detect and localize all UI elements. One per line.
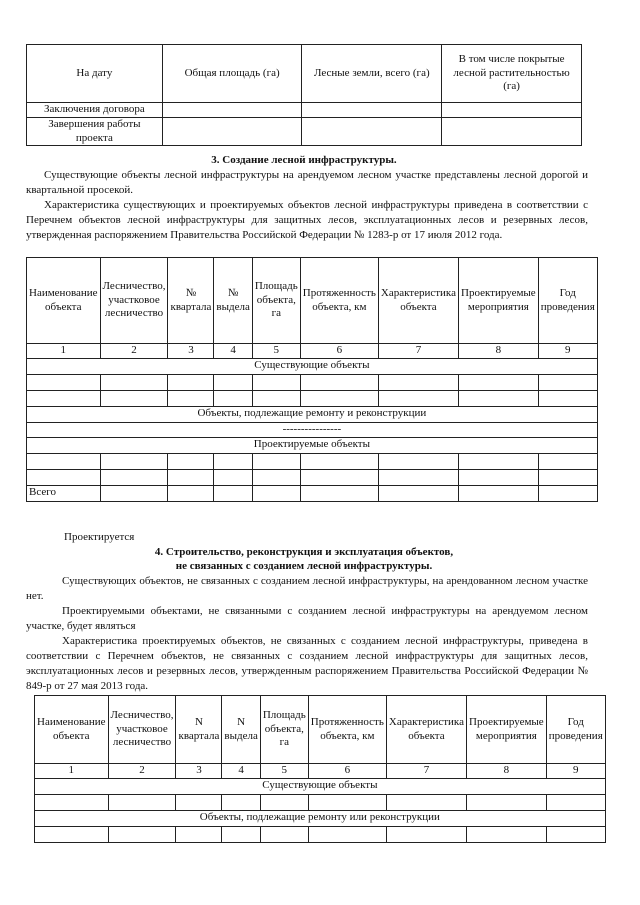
empty-cell (378, 374, 458, 390)
empty-cell (538, 453, 597, 469)
empty-cell (302, 117, 442, 146)
empty-cell (538, 390, 597, 406)
section3-para2: Характеристика существующих и проектируемых объектов лесной инфраструктуры приведена в соответствии с Перечнем объектов лесной инфраструктуры для защитных лесов, эксплуатационных лесов и резервных лесов, утвержденная распоряжением Правительства Российской Федерации № 1283-р от 17 июля 2012 года. (26, 199, 588, 241)
area-table (26, 44, 582, 146)
num-cell: 3 (176, 764, 222, 779)
empty-cell (442, 117, 582, 146)
section4-para3: Характеристика проектируемых объектов, не связанных с созданием лесной инфраструктуры, приведена в соответствии с Перечнем объектов, не связанных с созданием лесной инфраструктуры для защитных лесов, эксплуатационных лесов и резервных лесов, утвержденным распоряжением Правительства Российской Федерации № 849-р от 27 мая 2013 года. (26, 635, 588, 692)
num-cell: 5 (260, 764, 308, 779)
empty-cell (546, 794, 605, 810)
empty-cell (459, 453, 539, 469)
col-quarter: N квартала (176, 696, 222, 764)
empty-cell (459, 390, 539, 406)
col-character: Характеристика объекта (378, 258, 458, 344)
empty-cell (176, 826, 222, 842)
col-year: Год проведения (546, 696, 605, 764)
empty-cell (467, 794, 547, 810)
empty-cell (100, 469, 168, 485)
num-cell: 1 (35, 764, 109, 779)
col-measures: Проектируемые мероприятия (467, 696, 547, 764)
section3-title: 3. Создание лесной инфраструктуры. (211, 154, 397, 166)
row-contract: Заключения договора (27, 103, 163, 118)
num-cell: 8 (459, 344, 539, 359)
empty-cell (35, 826, 109, 842)
empty-cell (108, 826, 176, 842)
col-year: Год проведения (538, 258, 597, 344)
empty-cell (252, 374, 300, 390)
empty-cell (260, 826, 308, 842)
num-cell: 9 (538, 344, 597, 359)
empty-cell (252, 390, 300, 406)
num-cell: 2 (100, 344, 168, 359)
col-measures: Проектируемые мероприятия (459, 258, 539, 344)
col-quarter: № квартала (168, 258, 214, 344)
empty-cell (459, 485, 539, 501)
dashes-row: ---------------- (27, 422, 598, 437)
section4-pre: Проектируется (64, 531, 135, 543)
empty-cell (300, 485, 378, 501)
empty-cell (538, 374, 597, 390)
section4-title-line2: не связанных с созданием лесной инфраструктуры. (175, 560, 433, 572)
empty-cell (378, 390, 458, 406)
empty-cell (252, 469, 300, 485)
empty-cell (27, 374, 101, 390)
empty-cell (546, 826, 605, 842)
num-cell: 9 (546, 764, 605, 779)
col-name: Наименование объекта (27, 258, 101, 344)
header-date: На дату (27, 45, 163, 103)
header-forest-land: Лесные земли, всего (га) (302, 45, 442, 103)
num-cell: 1 (27, 344, 101, 359)
empty-cell (108, 794, 176, 810)
empty-cell (459, 469, 539, 485)
empty-cell (27, 453, 101, 469)
infrastructure-table (26, 257, 598, 502)
empty-cell (378, 453, 458, 469)
empty-cell (100, 453, 168, 469)
col-length: Протяженность объекта, км (308, 696, 386, 764)
empty-cell (214, 469, 252, 485)
empty-cell (308, 826, 386, 842)
empty-cell (100, 390, 168, 406)
empty-cell (162, 103, 302, 118)
empty-cell (378, 469, 458, 485)
empty-cell (300, 390, 378, 406)
empty-cell (252, 453, 300, 469)
empty-cell (302, 103, 442, 118)
empty-cell (300, 469, 378, 485)
empty-cell (222, 794, 260, 810)
num-cell: 4 (214, 344, 252, 359)
empty-cell (300, 453, 378, 469)
section3-para1: Существующие объекты лесной инфраструктуры на арендуемом лесном участке представлены лесной дорогой и квартальной просекой. (26, 169, 588, 196)
empty-cell (386, 794, 466, 810)
col-length: Протяженность объекта, км (300, 258, 378, 344)
col-character: Характеристика объекта (386, 696, 466, 764)
col-forestry: Лесничество, участковое лесничество (108, 696, 176, 764)
col-forestry: Лесничество, участковое лесничество (100, 258, 168, 344)
col-area: Площадь объекта, га (260, 696, 308, 764)
col-area: Площадь объекта, га (252, 258, 300, 344)
empty-cell (442, 103, 582, 118)
empty-cell (378, 485, 458, 501)
empty-cell (222, 826, 260, 842)
other-objects-table (34, 695, 606, 843)
empty-cell (100, 485, 168, 501)
repair-objects-row: Объекты, подлежащие ремонту или реконструкции (35, 810, 606, 826)
empty-cell (300, 374, 378, 390)
col-vydel: N выдела (222, 696, 260, 764)
empty-cell (168, 469, 214, 485)
empty-cell (538, 469, 597, 485)
empty-cell (252, 485, 300, 501)
empty-cell (467, 826, 547, 842)
num-cell: 4 (222, 764, 260, 779)
col-vydel: № выдела (214, 258, 252, 344)
section4-title-line1: 4. Строительство, реконструкция и эксплуатация объектов, (154, 546, 454, 558)
col-name: Наименование объекта (35, 696, 109, 764)
projected-objects-row: Проектируемые объекты (27, 437, 598, 453)
num-cell: 6 (300, 344, 378, 359)
empty-cell (100, 374, 168, 390)
empty-cell (168, 485, 214, 501)
num-cell: 3 (168, 344, 214, 359)
empty-cell (168, 374, 214, 390)
num-cell: 7 (386, 764, 466, 779)
empty-cell (386, 826, 466, 842)
num-cell: 6 (308, 764, 386, 779)
empty-cell (538, 485, 597, 501)
existing-objects-row: Существующие объекты (35, 778, 606, 794)
num-cell: 5 (252, 344, 300, 359)
empty-cell (176, 794, 222, 810)
empty-cell (308, 794, 386, 810)
empty-cell (27, 469, 101, 485)
row-completion: Завершения работы проекта (27, 117, 163, 146)
total-label: Всего (27, 485, 101, 501)
empty-cell (260, 794, 308, 810)
section4-para2: Проектируемыми объектами, не связанными с созданием лесной инфраструктуры на арендуемом лесном участке, будет являться (26, 605, 588, 632)
empty-cell (214, 374, 252, 390)
num-cell: 8 (467, 764, 547, 779)
existing-objects-row: Существующие объекты (27, 358, 598, 374)
empty-cell (214, 453, 252, 469)
empty-cell (168, 453, 214, 469)
empty-cell (214, 390, 252, 406)
empty-cell (27, 390, 101, 406)
empty-cell (214, 485, 252, 501)
num-cell: 7 (378, 344, 458, 359)
section4-para1: Существующих объектов, не связанных с созданием лесной инфраструктуры, на арендованном лесном участке нет. (26, 575, 588, 602)
num-cell: 2 (108, 764, 176, 779)
empty-cell (162, 117, 302, 146)
repair-objects-row: Объекты, подлежащие ремонту и реконструкции (27, 406, 598, 422)
empty-cell (459, 374, 539, 390)
header-covered: В том числе покрытые лесной растительностью (га) (442, 45, 582, 103)
empty-cell (168, 390, 214, 406)
empty-cell (35, 794, 109, 810)
header-total-area: Общая площадь (га) (162, 45, 302, 103)
